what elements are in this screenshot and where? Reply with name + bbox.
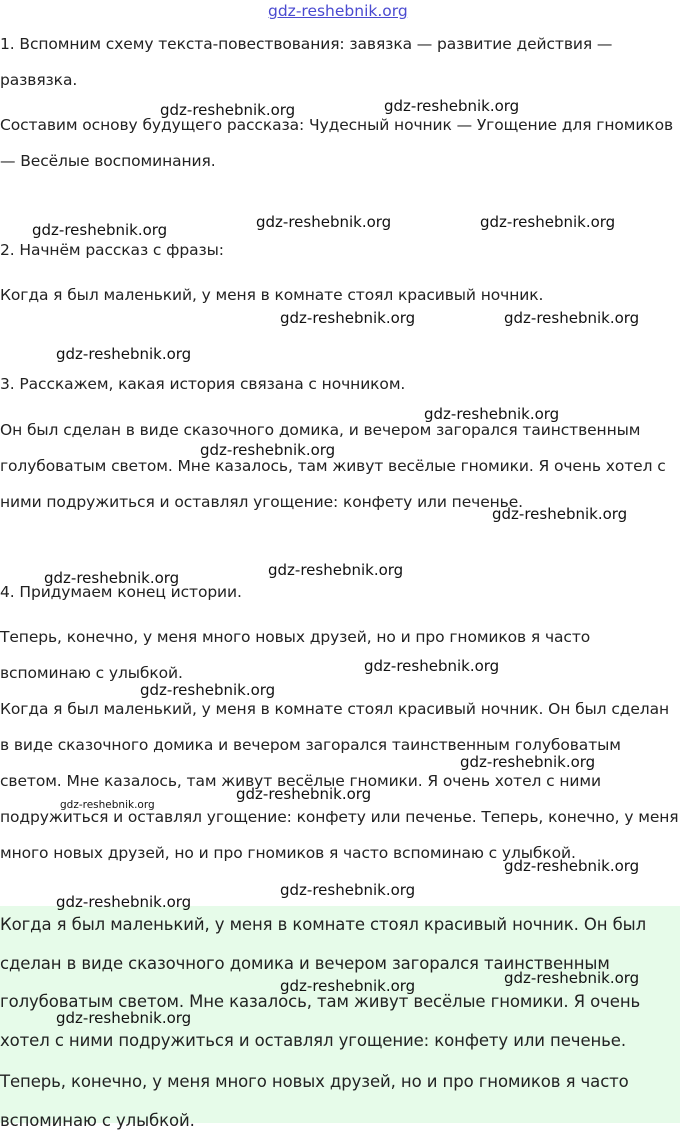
watermark: gdz-reshebnik.org: [460, 753, 596, 771]
watermark: gdz-reshebnik.org: [160, 101, 296, 119]
paragraph-opening-phrase: Когда я был маленький, у меня в комнате стоял красивый ночник.: [0, 286, 544, 304]
watermark: gdz-reshebnik.org: [280, 881, 416, 899]
paragraph-step-4: 4. Придумаем конец истории.: [0, 583, 242, 601]
watermark: gdz-reshebnik.org: [268, 561, 404, 579]
watermark: gdz-reshebnik.org: [424, 405, 560, 423]
watermark: gdz-reshebnik.org: [200, 441, 336, 459]
watermark: gdz-reshebnik.org: [504, 969, 640, 987]
paragraph-step-1: 1. Вспомним схему текста-повествования: завязка — развитие действия — развязка.: [0, 35, 613, 89]
watermark: gdz-reshebnik.org: [256, 213, 392, 231]
answer-paragraph-1: Когда я был маленький, у меня в комнате стоял красивый ночник. Он был сделан в виде сказочного домика и вечером загорался таинственным голубоватым светом. Мне казалось, там живут весёлые гномики. Я очень хотел с ними подружиться и оставлял угощение: конфету или печенье.: [0, 915, 647, 1050]
answer-paragraph-2: Теперь, конечно, у меня много новых друзей, но и про гномиков я часто вспоминаю с улыбкой.: [0, 1072, 629, 1130]
watermark: gdz-reshebnik.org: [384, 97, 520, 115]
paragraph-story-middle: Он был сделан в виде сказочного домика, и вечером загорался таинственным голубоватым светом. Мне казалось, там живут весёлые гномики. Я очень хотел с ними подружиться и оставлял угощение: конфету или печенье.: [0, 421, 666, 511]
watermark: gdz-reshebnik.org: [492, 505, 628, 523]
paragraph-story-outline: Составим основу будущего рассказа: Чудесный ночник — Угощение для гномиков — Весёлые воспоминания.: [0, 116, 673, 170]
watermark: gdz-reshebnik.org: [56, 345, 192, 363]
watermark: gdz-reshebnik.org: [504, 857, 640, 875]
paragraph-step-2: 2. Начнём рассказ с фразы:: [0, 241, 224, 259]
watermark-link[interactable]: gdz-reshebnik.org: [268, 2, 408, 20]
watermark: gdz-reshebnik.org: [140, 681, 276, 699]
watermark: gdz-reshebnik.org: [480, 213, 616, 231]
paragraph-full-story: Когда я был маленький, у меня в комнате стоял красивый ночник. Он был сделан в виде сказочного домика и вечером загорался таинственным голубоватым светом. Мне казалось, там живут весёлые гномики. Я очень хотел с ними подружиться и оставлял угощение: конфету или печенье. Теперь, конечно, у меня много новых друзей, но и про гномиков я часто вспоминаю с улыбкой.: [0, 700, 679, 862]
watermark: gdz-reshebnik.org: [504, 309, 640, 327]
watermark: gdz-reshebnik.org: [280, 309, 416, 327]
watermark: gdz-reshebnik.org: [236, 785, 372, 803]
paragraph-step-3: 3. Расскажем, какая история связана с ночником.: [0, 375, 406, 393]
watermark: gdz-reshebnik.org: [32, 221, 168, 239]
watermark: gdz-reshebnik.org: [44, 569, 180, 587]
paragraph-story-ending: Теперь, конечно, у меня много новых друзей, но и про гномиков я часто вспоминаю с улыбкой.: [0, 628, 591, 682]
watermark: gdz-reshebnik.org: [364, 657, 500, 675]
watermark: gdz-reshebnik.org: [56, 893, 192, 911]
watermark: gdz-reshebnik.org: [280, 977, 416, 995]
watermark: gdz-reshebnik.org: [56, 1009, 192, 1027]
watermark: gdz-reshebnik.org: [60, 799, 155, 811]
